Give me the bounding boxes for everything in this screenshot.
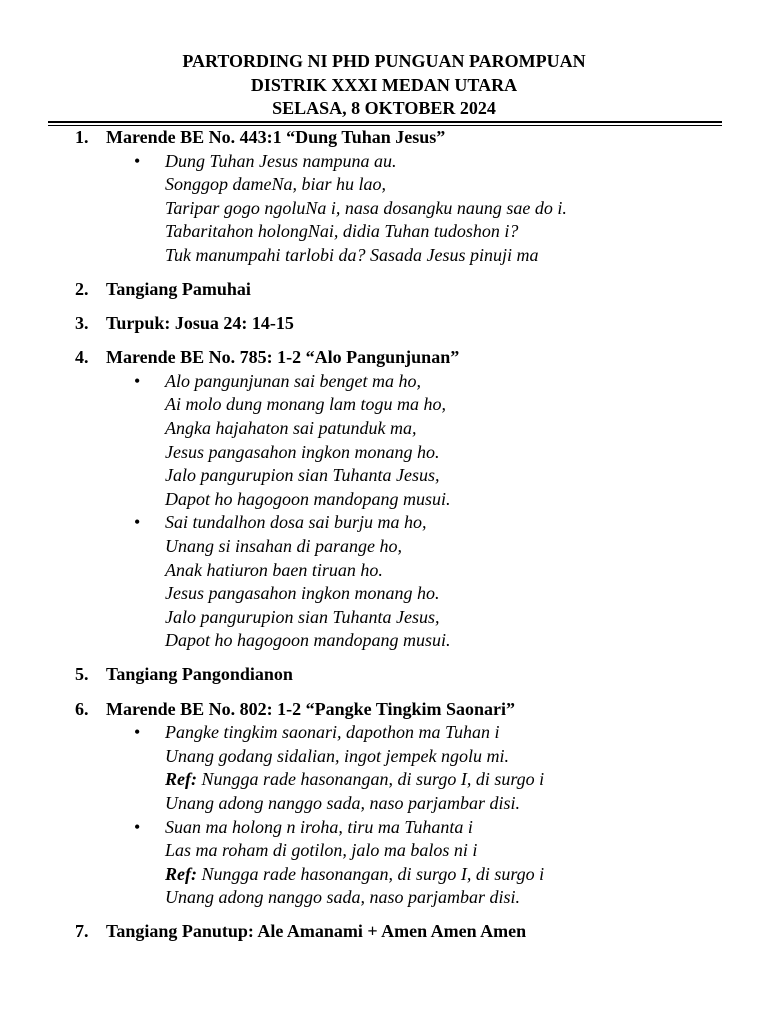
bullet-icon: •: [134, 150, 141, 171]
verse-text: Jalo pangurupion sian Tuhanta Jesus,: [165, 465, 440, 486]
item-number: 1.: [75, 127, 89, 147]
bullet-icon: •: [134, 816, 141, 837]
verse-text: Nungga rade hasonangan, di surgo I, di surgo i: [196, 863, 545, 884]
list-item: [0, 126, 768, 268]
verse-text: Dapot ho hagogoon mandopang musui.: [165, 488, 451, 509]
verse-text: Alo pangunjunan sai benget ma ho,: [165, 370, 421, 391]
verse-line: [165, 244, 768, 268]
item-heading: [0, 346, 768, 370]
item-heading: [0, 920, 768, 944]
verse-line: [165, 606, 768, 630]
verse-text: Pangke tingkim saonari, dapothon ma Tuhan i: [165, 722, 500, 743]
hymn-verse: [0, 150, 768, 268]
item-heading: [0, 126, 768, 150]
verse-line: [165, 582, 768, 606]
header-district: DISTRIK XXXI MEDAN UTARA: [250, 74, 518, 95]
verse-line: [165, 629, 768, 653]
verse-line: [165, 417, 768, 441]
verse-text: Suan ma holong n iroha, tiru ma Tuhanta i: [165, 816, 473, 837]
list-item: [0, 278, 768, 302]
item-heading: [0, 312, 768, 336]
item-title: Tangiang Pamuhai: [106, 279, 251, 300]
item-title: Marende BE No. 802: 1-2 “Pangke Tingkim Saonari”: [106, 698, 516, 719]
verse-text: Unang si insahan di parange ho,: [165, 536, 403, 556]
bullet-icon: •: [134, 722, 141, 743]
item-title: Marende BE No. 785: 1-2 “Alo Pangunjunan”: [106, 347, 460, 368]
refrain-label: Ref:: [165, 863, 197, 884]
item-number: 3.: [75, 313, 89, 334]
verse-line: [165, 839, 768, 863]
item-title: Marende BE No. 443:1 “Dung Tuhan Jesus”: [106, 127, 446, 147]
item-number: 7.: [75, 921, 89, 942]
hymn-verse: [0, 370, 768, 512]
list-item: [0, 312, 768, 336]
list-item: [0, 663, 768, 687]
item-number: 6.: [75, 698, 89, 719]
verse-text: Taripar gogo ngoluNa i, nasa dosangku naung sae do i.: [165, 197, 567, 218]
hymn-verses: [0, 150, 768, 268]
verse-text: Ai molo dung monang lam togu ma ho,: [165, 394, 446, 415]
verse-text: Nungga rade hasonangan, di surgo I, di surgo i: [196, 769, 545, 790]
verse-text: Unang adong nanggo sada, naso parjambar disi.: [165, 887, 521, 908]
verse-line: [165, 511, 768, 535]
hymn-verses: [0, 370, 768, 653]
item-title: Tangiang Panutup: Ale Amanami + Amen Amen Amen: [106, 921, 527, 942]
header-title: PARTORDING NI PHD PUNGUAN PAROMPUAN: [182, 51, 586, 71]
list-item: [0, 920, 768, 944]
verse-text: Dapot ho hagogoon mandopang musui.: [165, 630, 451, 651]
item-title: Turpuk: Josua 24: 14-15: [106, 313, 294, 334]
verse-line: [165, 370, 768, 394]
hymn-verse: [0, 721, 768, 815]
header-date: SELASA, 8 OKTOBER 2024: [272, 98, 496, 118]
document-header: [0, 50, 768, 121]
verse-line: [165, 197, 768, 221]
verse-line: [165, 150, 768, 174]
verse-text: Songgop dameNa, biar hu lao,: [165, 174, 387, 195]
verse-line: [165, 792, 768, 816]
verse-line: [165, 886, 768, 910]
refrain-line: [165, 863, 768, 887]
bullet-icon: •: [134, 512, 141, 533]
verse-text: Las ma roham di gotilon, jalo ma balos ni i: [165, 840, 478, 861]
item-number: 5.: [75, 664, 89, 685]
order-of-service-list: [0, 126, 768, 955]
header-divider-thick: [48, 121, 722, 123]
list-item: [0, 698, 768, 910]
verse-line: [165, 393, 768, 417]
item-title: Tangiang Pangondianon: [106, 664, 293, 685]
bullet-icon: •: [134, 370, 141, 391]
verse-line: [165, 488, 768, 512]
verse-text: Unang godang sidalian, ingot jempek ngolu mi.: [165, 745, 509, 766]
verse-line: [165, 173, 768, 197]
verse-text: Dung Tuhan Jesus nampuna au.: [165, 150, 397, 171]
item-heading: [0, 698, 768, 722]
verse-text: Jesus pangasahon ingkon monang ho.: [165, 441, 440, 462]
refrain-line: [165, 768, 768, 792]
verse-text: Angka hajahaton sai patunduk ma,: [165, 418, 417, 439]
verse-text: Tabaritahon holongNai, didia Tuhan tudoshon i?: [165, 221, 519, 242]
hymn-verses: [0, 721, 768, 910]
verse-text: Unang adong nanggo sada, naso parjambar disi.: [165, 792, 521, 813]
item-heading: [0, 278, 768, 302]
verse-line: [165, 816, 768, 840]
hymn-verse: [0, 511, 768, 653]
item-heading: [0, 663, 768, 687]
verse-text: Jalo pangurupion sian Tuhanta Jesus,: [165, 606, 440, 627]
refrain-label: Ref:: [165, 769, 197, 790]
verse-line: [165, 535, 768, 559]
verse-line: [165, 559, 768, 583]
verse-text: Anak hatiuron baen tiruan ho.: [165, 559, 383, 580]
verse-line: [165, 220, 768, 244]
list-item: [0, 346, 768, 653]
verse-text: Tuk manumpahi tarlobi da? Sasada Jesus pinuji ma: [165, 244, 539, 265]
verse-line: [165, 441, 768, 465]
verse-line: [165, 464, 768, 488]
verse-text: Jesus pangasahon ingkon monang ho.: [165, 583, 440, 604]
verse-line: [165, 721, 768, 745]
verse-text: Sai tundalhon dosa sai burju ma ho,: [165, 512, 427, 533]
verse-line: [165, 745, 768, 769]
item-number: 2.: [75, 279, 89, 300]
hymn-verse: [0, 816, 768, 910]
item-number: 4.: [75, 347, 89, 368]
